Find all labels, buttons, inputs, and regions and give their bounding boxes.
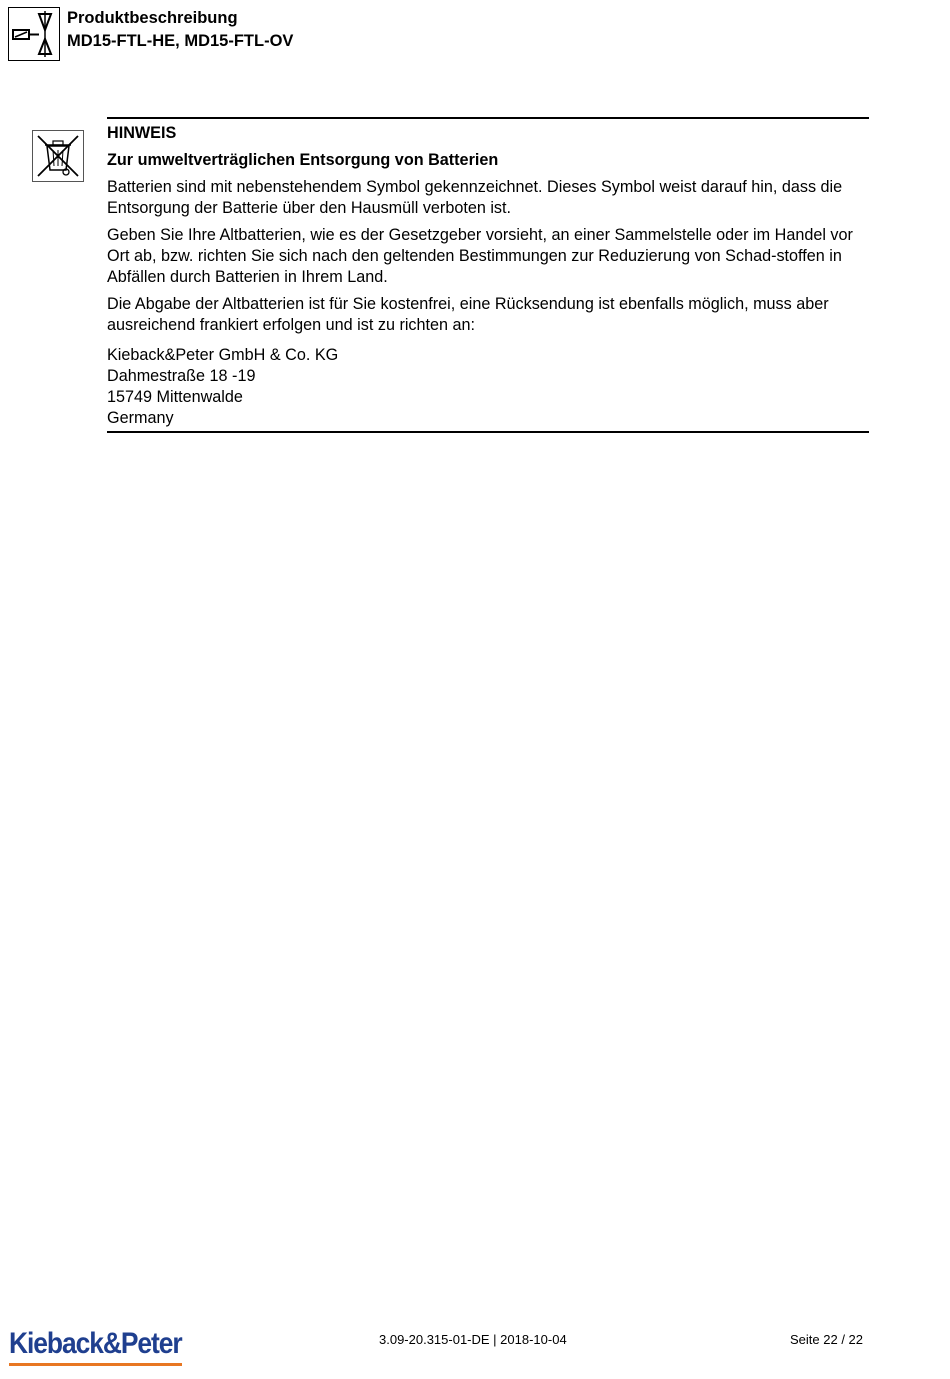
- notice-paragraph: Die Abgabe der Altbatterien ist für Sie kostenfrei, eine Rücksendung ist ebenfalls möglich, muss aber ausreichend frankiert erfolgen und ist zu richten an:: [107, 295, 829, 334]
- battery-disposal-notice: [107, 123, 872, 429]
- page-number: Seite 22 / 22: [790, 1332, 863, 1347]
- address-country: Germany: [107, 409, 174, 427]
- address-street: Dahmestraße 18 -19: [107, 367, 256, 385]
- notice-bottom-divider: [107, 431, 869, 433]
- notice-top-divider: [107, 117, 869, 119]
- return-address: [107, 345, 872, 429]
- crossed-out-wheelie-bin-icon: [32, 130, 84, 182]
- address-company: Kieback&Peter GmbH & Co. KG: [107, 346, 339, 364]
- valve-actuator-symbol-icon: [8, 7, 60, 61]
- document-type: Produktbeschreibung: [67, 9, 238, 27]
- product-names: MD15-FTL-HE, MD15-FTL-OV: [67, 32, 294, 50]
- logo-underline: [9, 1363, 182, 1366]
- notice-paragraph: Batterien sind mit nebenstehendem Symbol gekennzeichnet. Dieses Symbol weist darauf hin, dass die Entsorgung der Batterie über den Hausmüll verboten ist.: [107, 178, 843, 217]
- document-reference: 3.09-20.315-01-DE | 2018-10-04: [379, 1332, 567, 1347]
- company-logo: Kieback&Peter: [9, 1327, 182, 1360]
- document-title: [67, 7, 293, 53]
- notice-subheading: Zur umweltverträglichen Entsorgung von Batterien: [107, 151, 499, 169]
- address-city: 15749 Mittenwalde: [107, 388, 243, 406]
- notice-paragraph: Geben Sie Ihre Altbatterien, wie es der Gesetzgeber vorsieht, an einer Sammelstelle oder im Handel vor Ort ab, bzw. richten Sie sich nach den geltenden Bestimmungen zur Reduzierung von Schad-stoffen in Abfällen durch Batterien in Ihrem Land.: [107, 226, 853, 286]
- notice-heading: HINWEIS: [107, 124, 177, 142]
